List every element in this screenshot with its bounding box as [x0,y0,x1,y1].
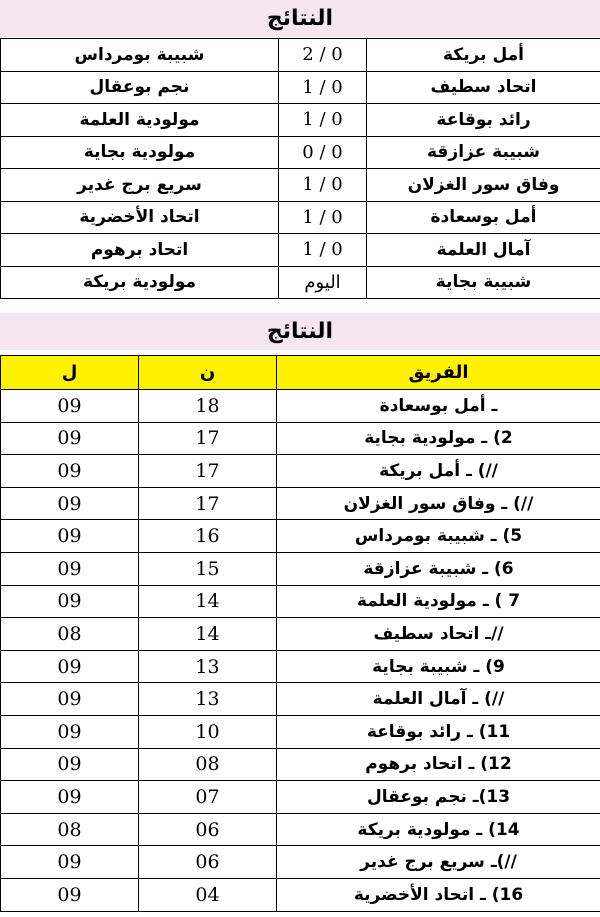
standings-row [1,748,600,781]
standings-played: 08 [1,618,139,651]
standings-points: 17 [139,422,277,455]
standings-row [1,422,600,455]
match-home-team: أمل بريكة [367,39,600,72]
match-home-team: شبيبة عزازقة [367,136,600,169]
match-home-team: شبيبة بجاية [367,266,600,299]
match-score: 0 / 1 [279,104,367,137]
standings-played: 09 [1,683,139,716]
standings-points: 08 [139,748,277,781]
standings-row [1,650,600,683]
match-home-team: أمل بوسعادة [367,201,600,234]
match-score: اليوم [279,266,367,299]
standings-played: 09 [1,748,139,781]
match-away-team: نجم بوعقال [1,71,279,104]
column-header-points: ن [139,356,277,390]
standings-points: 06 [139,846,277,879]
standings-row [1,618,600,651]
standings-points: 15 [139,552,277,585]
match-score: 0 / 2 [279,39,367,72]
standings-team: //) ـ أمل بريكة [277,455,600,488]
match-away-team: مولودية بجاية [1,136,279,169]
standings-points: 13 [139,650,277,683]
standings-team: 5) ـ شبيبة بومرداس [277,520,600,553]
standings-points: 07 [139,781,277,814]
match-home-team: اتحاد سطيف [367,71,600,104]
standings-played: 09 [1,585,139,618]
standings-row [1,520,600,553]
column-header-played: ل [1,356,139,390]
standings-header: النتائج [0,313,600,350]
match-score: 0 / 0 [279,136,367,169]
standings-played: 09 [1,846,139,879]
match-row [1,266,600,299]
standings-row [1,552,600,585]
standings-team: //ـ اتحاد سطيف [277,618,600,651]
standings-played: 09 [1,878,139,911]
match-row [1,201,600,234]
standings-row [1,390,600,423]
standings-row [1,781,600,814]
standings-row [1,455,600,488]
match-results-table [0,38,600,299]
match-score: 0 / 1 [279,234,367,267]
standings-row [1,585,600,618]
standings-team: 6) ـ شبيبة عزازقة [277,552,600,585]
standings-team: //)ـ سريع برج غدير [277,846,600,879]
standings-played: 09 [1,455,139,488]
standings-team: //) ـ آمال العلمة [277,683,600,716]
match-score: 0 / 1 [279,201,367,234]
standings-team: //) ـ وفاق سور الغزلان [277,487,600,520]
match-home-team: وفاق سور الغزلان [367,169,600,202]
standings-played: 09 [1,422,139,455]
match-home-team: آمال العلمة [367,234,600,267]
standings-team: 14) ـ مولودية بريكة [277,813,600,846]
standings-team: ـ أمل بوسعادة [277,390,600,423]
match-row [1,71,600,104]
standings-played: 09 [1,781,139,814]
standings-points: 16 [139,520,277,553]
standings-played: 09 [1,520,139,553]
standings-points: 14 [139,585,277,618]
match-score: 0 / 1 [279,71,367,104]
match-score: 0 / 1 [279,169,367,202]
standings-row [1,683,600,716]
match-row [1,104,600,137]
match-away-team: اتحاد برهوم [1,234,279,267]
standings-row [1,813,600,846]
standings-header-row [1,356,600,390]
standings-team: 12) ـ اتحاد برهوم [277,748,600,781]
standings-table [0,355,600,912]
standings-points: 17 [139,455,277,488]
standings-points: 10 [139,715,277,748]
standings-points: 04 [139,878,277,911]
column-header-team: الفريق [277,356,600,390]
standings-played: 09 [1,715,139,748]
standings-team: 9) ـ شبيبة بجاية [277,650,600,683]
standings-row [1,487,600,520]
match-home-team: رائد بوقاعة [367,104,600,137]
standings-points: 06 [139,813,277,846]
match-away-team: مولودية بريكة [1,266,279,299]
standings-played: 09 [1,487,139,520]
match-away-team: اتحاد الأخضرية [1,201,279,234]
standings-points: 17 [139,487,277,520]
standings-team: 11) ـ رائد بوقاعة [277,715,600,748]
standings-played: 09 [1,552,139,585]
standings-points: 14 [139,618,277,651]
results-header: النتائج [0,0,600,37]
standings-team: 7 ) ـ مولودية العلمة [277,585,600,618]
standings-row [1,878,600,911]
match-row [1,234,600,267]
standings-points: 13 [139,683,277,716]
standings-played: 09 [1,650,139,683]
match-away-team: سريع برج غدير [1,169,279,202]
match-row [1,39,600,72]
match-away-team: شبيبة بومرداس [1,39,279,72]
standings-team: 16) ـ اتحاد الأخضرية [277,878,600,911]
standings-row [1,715,600,748]
standings-points: 18 [139,390,277,423]
match-away-team: مولودية العلمة [1,104,279,137]
match-row [1,169,600,202]
standings-team: 13)ـ نجم بوعقال [277,781,600,814]
standings-team: 2) ـ مولودية بجاية [277,422,600,455]
standings-row [1,846,600,879]
standings-played: 09 [1,390,139,423]
match-row [1,136,600,169]
standings-played: 08 [1,813,139,846]
